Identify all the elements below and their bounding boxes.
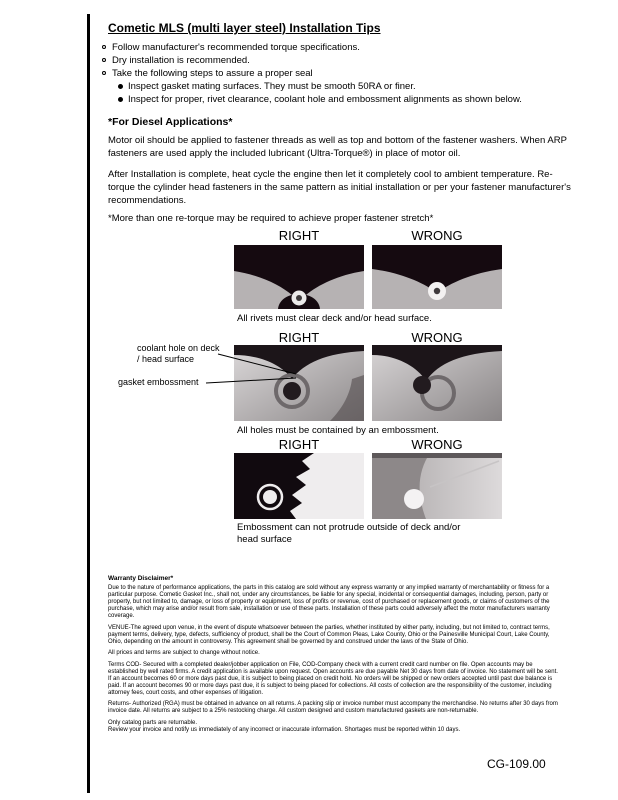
hollow-bullet-icon [102, 45, 106, 49]
warranty-paragraph: Only catalog parts are returnable. [108, 719, 198, 726]
tip-text: Inspect gasket mating surfaces. They must be smooth 50RA or finer. [128, 81, 416, 92]
coolant-hole-wrong-image [372, 345, 502, 421]
filled-bullet-icon [118, 84, 123, 89]
list-item [100, 41, 585, 54]
sub-list [116, 80, 585, 106]
right-label: RIGHT [278, 437, 320, 452]
figure-row2-caption: All holes must be contained by an embossment. [237, 425, 439, 436]
page-title: Cometic MLS (multi layer steel) Installation Tips [108, 21, 381, 35]
right-label: RIGHT [278, 228, 320, 243]
figure-row3-caption: Embossment can not protrude outside of deck and/or head surface [237, 522, 461, 545]
callout-pointer-lines [110, 342, 310, 392]
diesel-applications-heading: *For Diesel Applications* [108, 116, 233, 128]
warranty-paragraph: Terms COD- Secured with a completed dealer/jobber application on File, COD-Company check with a current credit card number on file. Open accounts may be established by well rated firms. A credit application is available upon request. Open accounts are due payable Net 30 days from date of invoice. No statement will be sent. If an account becomes 60 or more days past due, it is subject to being placed on credit hold. No orders will be shipped or new orders accepted until past due balance is paid. If an account becomes 90 or more days past due, it is subject to being placed for collections. All costs of collection are the responsibility of the customer, including attorney fees, court costs, and other expenses of litigation. [108, 661, 558, 696]
tip-text: Take the following steps to assure a proper seal [112, 68, 313, 79]
catalog-page-code: CG-109.00 [487, 757, 546, 771]
right-label: RIGHT [278, 330, 320, 345]
warranty-paragraph: All prices and terms are subject to change without notice. [108, 650, 260, 656]
tip-text: Inspect for proper, rivet clearance, coolant hole and embossment alignments as shown below. [128, 94, 522, 105]
coolant-hole-callout: coolant hole on deck / head surface [137, 343, 220, 364]
embossment-right-image [234, 453, 364, 519]
diesel-paragraph-1: Motor oil should be applied to fastener threads as well as top and bottom of the fastener washers. When ARP fasteners are used apply the included lubricant (Ultra-Torque®) in place of motor oil. [108, 135, 567, 159]
figure-row1-caption: All rivets must clear deck and/or head surface. [237, 313, 432, 324]
rivet-clearance-right-image [234, 245, 364, 309]
warranty-disclaimer [108, 575, 560, 735]
rivet-clearance-wrong-image [372, 245, 502, 309]
wrong-label: WRONG [411, 228, 463, 243]
wrong-label: WRONG [411, 437, 463, 452]
list-item [100, 67, 585, 80]
page-left-border [87, 14, 90, 793]
figure-row3-labels [234, 437, 502, 452]
wrong-label: WRONG [411, 330, 463, 345]
warranty-paragraph: Returns- Authorized (RGA) must be obtained in advance on all returns. A packing slip or invoice number must accompany the merchandise. No returns after 30 days from invoice date. All returns are subject to a 25% restocking charge. All custom designed and custom manufactured gaskets are non-returnable. [108, 701, 558, 714]
hollow-bullet-icon [102, 58, 106, 62]
list-item [116, 93, 585, 106]
embossment-wrong-image [372, 453, 502, 519]
tip-text: Dry installation is recommended. [112, 55, 250, 66]
gasket-embossment-callout: gasket embossment [118, 377, 199, 387]
filled-bullet-icon [118, 97, 123, 102]
figure-row3-images [234, 453, 502, 519]
warranty-heading: Warranty Disclaimer* [108, 575, 174, 582]
installation-tips-list [100, 41, 585, 106]
tip-text: Follow manufacturer's recommended torque specifications. [112, 42, 360, 53]
warranty-paragraph: VENUE-The agreed upon venue, in the event of dispute whatsoever between the parties, whether instituted by either party, including, but not limited to, contract terms, payment terms, delivery, type, defects, sufficiency of product, shall be the Court of Common Pleas, Lake County, Ohio or the Painesville Municipal Court, Lake County, Ohio, depending on the amount in controversy. This agreement shall be governed by and construed under the laws of the State of Ohio. [108, 624, 550, 645]
figure-row1-images [234, 245, 502, 309]
retorque-note: *More than one re-torque may be required to achieve proper fastener stretch* [108, 213, 434, 224]
diesel-paragraph-2: After Installation is complete, heat cycle the engine then let it completely cool to ambient temperature. Re-torque the cylinder head fasteners in the same pattern as initial installation or per your fastener manufacturer's recommendations. [108, 169, 571, 206]
hollow-bullet-icon [102, 71, 106, 75]
figure-row1-labels [234, 228, 502, 243]
warranty-paragraph: Review your invoice and notify us immediately of any incorrect or inaccurate information. Shortages must be reported within 10 days. [108, 727, 461, 733]
warranty-paragraph: Due to the nature of performance applications, the parts in this catalog are sold without any express warranty or any implied warranty of merchantability or fitness for a particular purpose. Cometic Gasket Inc., shall not, under any circumstances, be liable for any special, incidental or consequential damages, including, person, party or property, but not limited to, damage, or loss of property or equipment, loss of profits or revenue, cost of purchased or replacement goods, or claims of customers of the purchase, which may arise and/or result from sale, installation or use of these parts. Installation of these parts could adversely affect the motor manufacturers warranty coverage. [108, 585, 550, 619]
list-item [116, 80, 585, 93]
list-item [100, 54, 585, 67]
